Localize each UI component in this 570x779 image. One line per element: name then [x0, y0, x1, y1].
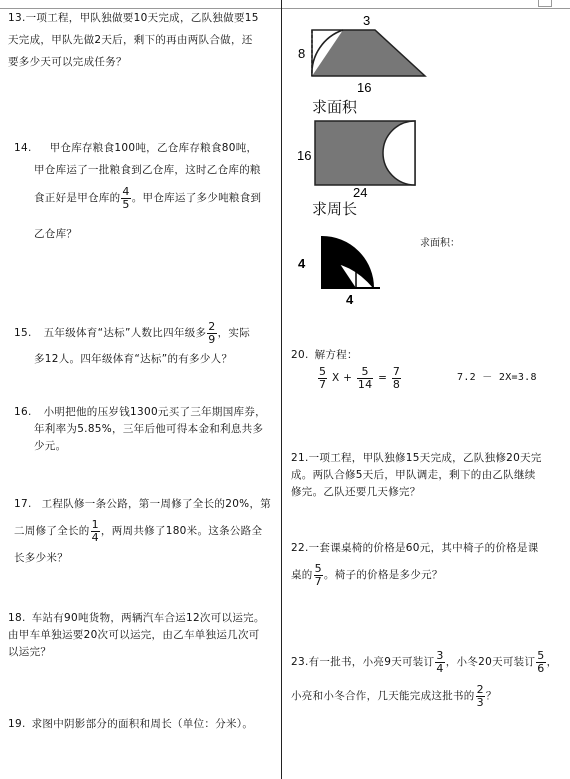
question-text: 成。两队合修5天后，甲队调走，剩下的由乙队继续: [291, 469, 536, 481]
question-text: 有一批书，小亮9天可装订: [308, 656, 435, 668]
question-number: 17.: [14, 498, 32, 510]
fraction: $\frac{2}{3}$: [476, 682, 484, 709]
question-text: 要多少天可以完成任务？: [8, 56, 127, 68]
fraction: $\frac{5}{7}$: [314, 561, 322, 588]
question-text: 一项工程，甲队独修15天完成，乙队独修20天完: [308, 452, 542, 464]
question-text: 工程队修一条公路，第一周修了全长的20%，第: [41, 498, 272, 510]
question-number: 18.: [8, 612, 26, 624]
figure-caption: 求面积: [312, 98, 358, 116]
equation-1: [317, 363, 402, 393]
question-21: [291, 450, 566, 501]
question-text: 食正好是甲仓库的: [34, 192, 121, 204]
dimension-label: 4: [298, 256, 306, 271]
question-text: 桌的: [291, 569, 313, 581]
question-19: [8, 713, 280, 735]
question-text: ？: [485, 690, 497, 702]
question-number: 15.: [14, 327, 32, 339]
question-text: 以运完？: [8, 646, 52, 658]
question-23: [291, 645, 568, 713]
question-16: [14, 404, 276, 455]
dimension-label: 4: [346, 292, 354, 307]
dimension-label: 24: [353, 185, 368, 200]
question-text: 一项工程，甲队独做要10天完成，乙队独做要15: [25, 12, 259, 24]
question-number: 14.: [14, 142, 32, 154]
question-number: 20.: [291, 349, 309, 361]
question-text: 乙仓库？: [34, 228, 78, 240]
question-text: 长多少米？: [14, 552, 68, 564]
question-number: 19.: [8, 718, 26, 730]
question-text: 小明把他的压岁钱1300元买了三年期国库券，: [43, 406, 266, 418]
variable: X: [331, 372, 340, 384]
question-22: [291, 537, 566, 591]
question-18: [8, 610, 280, 661]
figure-quarter-circle: [296, 232, 396, 308]
question-14: [14, 137, 276, 245]
question-text: 甲仓库存粮食100吨，乙仓库存粮食80吨，: [49, 142, 258, 154]
question-13: [8, 7, 276, 73]
question-number: 13.: [8, 12, 26, 24]
fraction: $\frac{4}{5}$: [122, 184, 130, 211]
fraction: $\frac{2}{9}$: [208, 319, 216, 346]
fraction: $\frac{5}{6}$: [537, 648, 545, 675]
question-text: 解方程：: [314, 349, 358, 361]
figure-trapezoid: [295, 8, 435, 96]
question-text: 求图中阴影部分的面积和周长（单位：分米）。: [31, 718, 254, 730]
figure-caption: 求周长: [312, 200, 358, 218]
figure-caption: 求面积：: [420, 238, 460, 249]
dimension-label: 16: [297, 148, 312, 163]
question-text: 。椅子的价格是多少元？: [323, 569, 443, 581]
fraction: $\frac{7}{8}$: [392, 364, 401, 391]
equation-2: 7.2 － 2X=3.8: [457, 372, 537, 383]
question-text: ，两周共修了180米。这条公路全: [100, 525, 263, 537]
question-17: [14, 493, 276, 569]
question-text: 一套课桌椅的价格是60元，其中椅子的价格是课: [308, 542, 539, 554]
question-number: 22.: [291, 542, 309, 554]
operator: =: [378, 372, 388, 384]
page-corner-mark: [538, 0, 552, 7]
column-divider: [281, 0, 282, 779]
figure-rectangle: [295, 118, 425, 200]
question-number: 23.: [291, 656, 309, 668]
fraction: $\frac{3}{4}$: [436, 648, 444, 675]
question-text: ，小冬20天可装订: [445, 656, 536, 668]
question-text: 车站有90吨货物，两辆汽车合运12次可以运完。: [31, 612, 265, 624]
question-text: 年利率为5.85%，三年后他可得本金和利息共多: [34, 423, 264, 435]
question-text: 少元。: [34, 440, 67, 452]
question-text: 甲仓库运了一批粮食到乙仓库，这时乙仓库的粮: [34, 164, 261, 176]
question-number: 16.: [14, 406, 32, 418]
question-15: [14, 318, 276, 370]
question-text: 五年级体育“达标”人数比四年级多: [43, 327, 207, 339]
operator: +: [343, 372, 353, 384]
question-text: 由甲车单独运要20次可以运完，由乙车单独运几次可: [8, 629, 260, 641]
question-text: 。甲仓库运了多少吨粮食到: [131, 192, 262, 204]
question-number: 21.: [291, 452, 309, 464]
question-text: ，: [546, 656, 558, 668]
question-text: 天完成，甲队先做2天后，剩下的再由两队合做，还: [8, 34, 253, 46]
dimension-label: 16: [357, 80, 372, 95]
question-text: ，实际: [217, 327, 251, 339]
fraction: $\frac{5}{14}$: [357, 364, 373, 391]
question-text: 小亮和小冬合作，几天能完成这批书的: [291, 690, 475, 702]
dimension-label: 8: [298, 46, 306, 61]
fraction: $\frac{1}{4}$: [91, 517, 99, 544]
question-text: 修完。乙队还要几天修完？: [291, 486, 421, 498]
dimension-label: 3: [363, 13, 371, 28]
question-text: 多12人。四年级体育“达标”的有多少人？: [34, 353, 233, 365]
question-text: 二周修了全长的: [14, 525, 90, 537]
fraction: $\frac{5}{7}$: [319, 364, 327, 391]
